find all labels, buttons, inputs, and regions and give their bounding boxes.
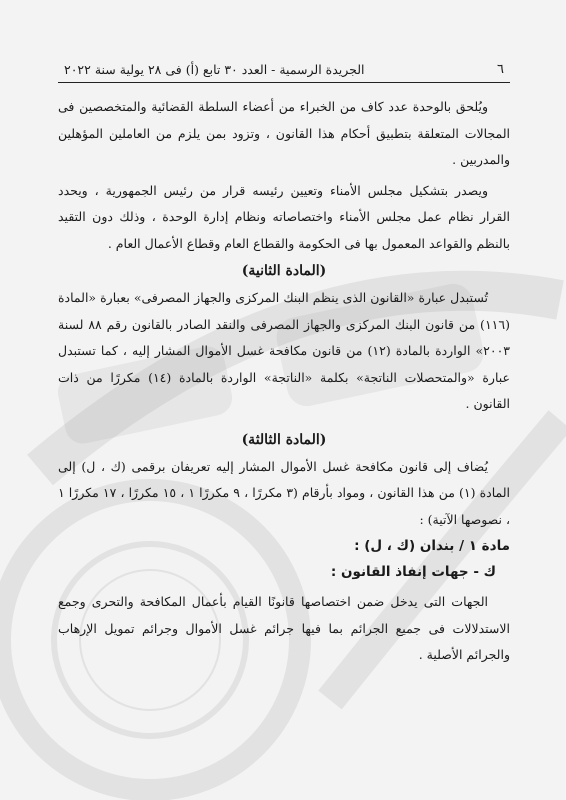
paragraph-article-2: تُستبدل عبارة «القانون الذى ينظم البنك المركزى والجهاز المصرفى» بعبارة «المادة (١١٦) من قانون البنك المركزى والجهاز المصرفى والنقد الصادر بالقانون رقم ٨٨ لسنة ٢٠٠٣» الواردة بالمادة (١٢) من قانون مكافحة غسل الأموال المشار إليه ، كما تستبدل عبارة «والمتحصلات الناتجة» بكلمة «الناتجة» الواردة بالمادة (١٤) مكررًا من ذات القانون . xyxy=(58,290,511,411)
paragraph-article-3: يُضاف إلى قانون مكافحة غسل الأموال المشار إليه تعريفان برقمى (ك ، ل) إلى المادة (١) من هذا القانون ، ومواد بأرقام (٣ مكررًا ، ٩ مكررًا ١ ، ١٥ مكررًا ، ١٧ مكررًا ١ ، نصوصها الآتية) : xyxy=(58,458,511,527)
paragraph-board-formation: ويصدر بتشكيل مجلس الأمناء وتعيين رئيسه قرار من رئيس الجمهورية ، ويحدد القرار نظام عمل مجلس الأمناء واختصاصاته ونظام إدارة الوحدة ، وذلك دون التقيد بالنظم والقواعد المعمول بها فى الحكومة والقطاع العام وقطاع الأعمال العام . xyxy=(58,182,510,251)
page-number: ٦ xyxy=(497,61,504,77)
subheading-law-enforcement: ك - جهات إنفاذ القانون : xyxy=(330,564,496,580)
document-page xyxy=(58,58,510,669)
paragraph-unit-experts: ويُلحق بالوحدة عدد كاف من الخبراء من أعضاء السلطة القضائية والمتخصصين فى المجالات المتعلقة بتطبيق أحكام هذا القانون ، وتزود بمن يلزم من العاملين المؤهلين والمدربين . xyxy=(58,99,510,167)
subheading-article-1-clauses: مادة ١ / بندان (ك ، ل) : xyxy=(354,538,510,554)
page-header xyxy=(58,58,510,83)
paragraph-law-enforcement-definition: الجهات التى يدخل ضمن اختصاصها قانونًا القيام بأعمال المكافحة والتحرى وجمع الاستدلالات فى جميع الجرائم بما فيها جرائم غسل الأموال وجرائم تمويل الإرهاب والجرائم الأصلية . xyxy=(58,594,510,662)
article-3-heading: (المادة الثالثة) xyxy=(241,431,327,448)
running-title: الجريدة الرسمية - العدد ٣٠ تابع (أ) فى ٢٨ يولية سنة ٢٠٢٢ xyxy=(64,61,365,77)
article-2-heading: (المادة الثانية) xyxy=(241,263,327,279)
